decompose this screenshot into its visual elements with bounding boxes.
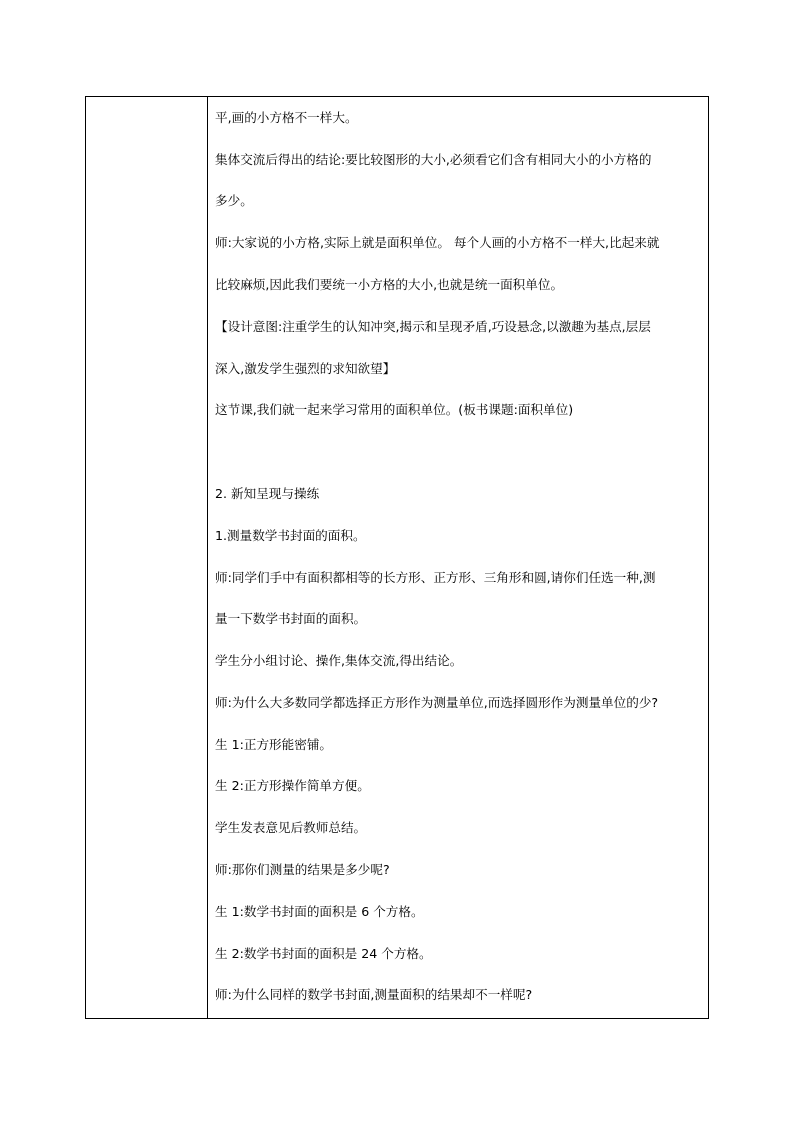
text-line: 平,画的小方格不一样大。 — [215, 110, 358, 125]
lesson-table — [85, 96, 709, 1019]
design-intent-line: 【设计意图:注重学生的认知冲突,揭示和呈现矛盾,巧设悬念,以激趣为基点,层层 — [215, 319, 651, 334]
text-line: 生 1:正方形能密铺。 — [215, 737, 333, 752]
text-line: 这节课,我们就一起来学习常用的面积单位。(板书课题:面积单位) — [215, 402, 574, 417]
section-heading: 2. 新知呈现与操练 — [215, 486, 320, 501]
text-line: 多少。 — [215, 193, 253, 208]
text-line: 学生发表意见后教师总结。 — [215, 820, 367, 835]
table-content-column — [208, 97, 708, 1018]
text-line: 比较麻烦,因此我们要统一小方格的大小,也就是统一面积单位。 — [215, 277, 564, 292]
text-line: 集体交流后得出的结论:要比较图形的大小,必须看它们含有相同大小的小方格的 — [215, 152, 652, 167]
text-line: 生 2:正方形操作简单方便。 — [215, 778, 370, 793]
subsection-heading: 1.测量数学书封面的面积。 — [215, 528, 366, 543]
design-intent-line: 深入,激发学生强烈的求知欲望】 — [215, 361, 396, 376]
text-line: 师:那你们测量的结果是多少呢? — [215, 862, 390, 877]
text-line: 师:为什么同样的数学书封面,测量面积的结果却不一样呢? — [215, 987, 533, 1002]
text-line: 量一下数学书封面的面积。 — [215, 611, 367, 626]
text-line: 学生分小组讨论、操作,集体交流,得出结论。 — [215, 653, 463, 668]
text-line: 生 1:数学书封面的面积是 6 个方格。 — [215, 904, 424, 919]
table-left-column — [86, 97, 208, 1018]
text-line: 师:为什么大多数同学都选择正方形作为测量单位,而选择圆形作为测量单位的少? — [215, 695, 659, 710]
text-line: 生 2:数学书封面的面积是 24 个方格。 — [215, 946, 432, 961]
text-line: 师:大家说的小方格,实际上就是面积单位。 每个人画的小方格不一样大,比起来就 — [215, 235, 660, 250]
text-line: 师:同学们手中有面积都相等的长方形、正方形、三角形和圆,请你们任选一种,测 — [215, 570, 656, 585]
